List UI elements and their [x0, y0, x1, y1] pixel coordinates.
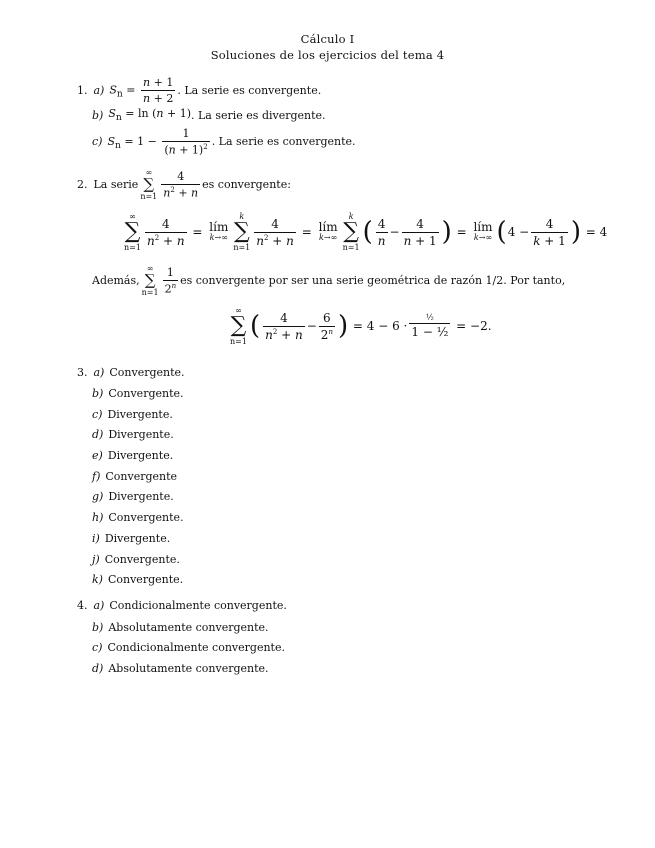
- q1-b-text: . La serie es divergente.: [191, 108, 326, 122]
- q1-c-label: c): [92, 135, 103, 149]
- q3-number: 3.: [77, 366, 88, 379]
- q2-ademas-tail: es convergente por ser una serie geométrica de razón 1/2. Por tanto,: [180, 274, 566, 287]
- q1-number: 1.: [77, 84, 88, 97]
- q1-c: [92, 127, 356, 157]
- q4-item-c: c) Condicionalmente convergente.: [92, 641, 285, 654]
- q1-b-formula: $S_n = \ln (n + 1)$: [108, 107, 191, 124]
- q2-ademas-line: Además, ∞ ∑ n=1 $\frac{1}{2^n}$ es convergente por ser una serie geométrica de razón 1/2. Por tanto,: [92, 264, 566, 297]
- q3-item-j: j) Convergente.: [92, 553, 180, 566]
- q1-b: [92, 107, 326, 123]
- q3-item-c: c) Divergente.: [92, 408, 173, 421]
- q1-b-label: b): [92, 108, 104, 122]
- q2-tail: es convergente:: [202, 178, 291, 191]
- q1-a-formula: $S_n$ = $\frac{n + 1}{n + 2}$: [109, 76, 174, 105]
- q2-lead: La serie: [93, 178, 139, 191]
- q4-item-d: d) Absolutamente convergente.: [92, 662, 269, 675]
- q2-number: 2.: [77, 178, 88, 191]
- q3-item-f: f) Convergente: [92, 470, 178, 483]
- document-subtitle: Soluciones de los ejercicios del tema 4: [210, 48, 445, 62]
- q2-main-equation: ∞ ∑ n=1 $\frac{4}{n^2 + n}$ = lím k→∞ k ∑ n=1 $\frac{4}{n^2 + n}$ = lím k→∞ k ∑ n=1 ( $\frac{4}{n}$ − $\frac{4}{n + 1}$ ) = lím k→∞ ( 4 − $\frac{4}{k + 1}$ ) = 4: [124, 212, 608, 252]
- q3-item-g: g) Divergente.: [92, 490, 174, 503]
- q3-item-a: 3. a) Convergente.: [77, 366, 185, 379]
- q3-item-i: i) Divergente.: [92, 532, 171, 545]
- q3-item-b: b) Convergente.: [92, 387, 184, 400]
- q3-item-d: d) Divergente.: [92, 428, 174, 441]
- q2-lead-line: 2. La serie ∞ ∑ n=1 $\frac{4}{n^2 + n}$ es convergente:: [77, 168, 291, 201]
- q3-item-k: k) Convergente.: [92, 573, 184, 586]
- q1-c-formula: $S_n = 1$ − $\frac{1}{(n + 1)^2}$: [107, 127, 208, 157]
- q1-c-text: . La serie es convergente.: [211, 135, 356, 149]
- q2-result-equation: ∞ ∑ n=1 ( $\frac{4}{n^2 + n}$ − $\frac{6}{2^n}$ ) = 4 − 6 · $\frac{\text{½}}{\text{1 − ½}}$ = −2.: [230, 306, 492, 346]
- q1-a-text: . La serie es convergente.: [177, 84, 322, 97]
- q1-a-label: a): [93, 84, 105, 97]
- summation-symbol: ∞ ∑ n=1: [140, 168, 158, 201]
- q1-a: [77, 76, 321, 105]
- document-title: Cálculo I: [300, 32, 355, 46]
- q3-item-h: h) Convergente.: [92, 511, 184, 524]
- q2-ademas: Además,: [92, 274, 140, 287]
- q4-item-a: 4. a) Condicionalmente convergente.: [77, 599, 287, 612]
- q4-item-b: b) Absolutamente convergente.: [92, 621, 269, 634]
- q4-number: 4.: [77, 599, 88, 612]
- q3-item-e: e) Divergente.: [92, 449, 174, 462]
